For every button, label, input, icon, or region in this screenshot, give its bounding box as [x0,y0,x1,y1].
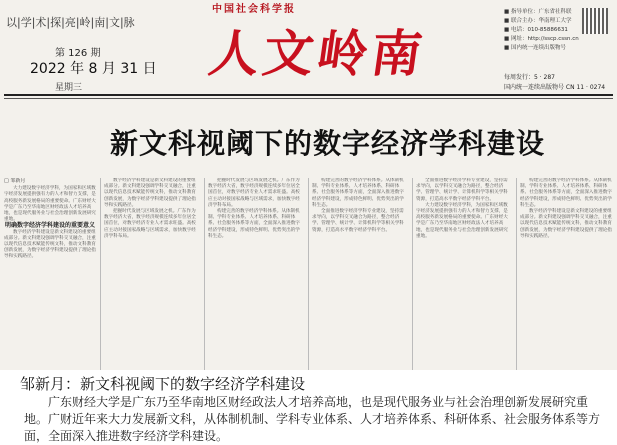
article-column [312,178,408,370]
column-text: 大力建设数字经济学科，为国家和区域数字经济发展提供强有力的人才和智力支撑，是高校服务新发展格局的重要使命。广东财经大学是广东乃至华南地区财经政法人才培养高地，也是现代服务业与社会治理创新发展研究重地。 [416,202,508,239]
column-text: 把握时代发展与区域发展之机。广东作为数字经济大省，数字经济规模连续多年位居全国首位，对数字经济专业人才需求旺盛。高校应主动对接国家战略与区域需求，加快数字经济学科布局。 [208,178,300,208]
column-text: 数字经济学科建设是新文科建设的重要组成部分。新文科建设强调学科交叉融合，注重以现代信息技术赋能传统文科，推动文科教育创新发展，为数字经济学科建设提供了理论指导和实践路径。 [4,229,96,260]
issue-date: 2022 年 8 月 31 日 [30,61,157,77]
article-column [4,178,96,370]
issue-weekday: 星期三 [55,83,83,93]
info-line: ■ 国内统一连续出版物号 [504,45,566,51]
article-columns [4,178,613,370]
headline-area [4,100,613,176]
column-text: 数字经济学科建设是新文科建设的重要组成部分。新文科建设强调学科交叉融合，注重以现代信息技术赋能传统文科，推动文科教育创新发展，为数字经济学科建设提供了理论指导和实践路径。 [104,178,196,208]
section-subhead: 明确数字经济学科建设的重要意义 [4,222,95,230]
newspaper-banner: 中国社会科学报 [212,4,296,15]
masthead-title: 人文岭南 [205,24,430,83]
info-line: ■ 电话：010-85886631 [504,27,568,33]
article-column [104,178,200,370]
article-column [208,178,304,370]
column-divider [412,178,413,370]
column-divider [100,178,101,370]
info-line: ■ 联合主办：华南理工大学 [504,18,572,24]
caption-body: 广东财经大学是广东乃至华南地区财经政法人才培养高地，也是现代服务业与社会治理创新发展研究重地。广财近年来大力发展新文科，从体制机制、学科专业体系、人才培养体系、科研体系、社会服务体系等方面，全面深入推进数字经济学科建设。 [24,395,601,443]
qr-code-icon [582,8,608,34]
column-text: 全面推进数字经济学科专业建设，坚持需求导向，以学科交叉融合为路径，整合经济学、管理学、统计学、计算机科学等相关学科资源，打造高水平数字经济学科平台。 [416,178,508,202]
divider [4,94,613,96]
column-divider [516,178,517,370]
caption-title: 邹新月：新文科视阈下的数字经济学科建设 [20,375,306,393]
column-text: 构建完善的数字经济学科体系。从体制机制、学科专业体系、人才培养体系、科研体系、社会服务体系等方面，全面深入推进数字经济学科建设，形成特色鲜明、优势突出的学科生态。 [208,209,300,239]
cn-serial-code: 国内统一连续出版物号 CN 11 · 0274 [504,84,606,91]
column-text: 构建完善的数字经济学科体系。从体制机制、学科专业体系、人才培养体系、科研体系、社会服务体系等方面，全面深入推进数字经济学科建设，形成特色鲜明、优势突出的学科生态。 [312,178,404,208]
article-column [416,178,512,370]
info-line: ■ 指导单位：广东省社科联 [504,9,572,15]
divider [4,98,613,99]
column-divider [308,178,309,370]
column-text: 构建完善的数字经济学科体系。从体制机制、学科专业体系、人才培养体系、科研体系、社会服务体系等方面，全面深入推进数字经济学科建设，形成特色鲜明、优势突出的学科生态。 [520,178,612,208]
article-headline: 新文科视阈下的数字经济学科建设 [110,127,546,160]
distribution-code: 每周发行：5 · 287 [504,74,555,81]
article-column [520,178,613,370]
issue-number: 第 126 期 [55,48,101,59]
column-text: 数字经济学科建设是新文科建设的重要组成部分。新文科建设强调学科交叉融合，注重以现代信息技术赋能传统文科，推动文科教育创新发展，为数字经济学科建设提供了理论指导和实践路径。 [520,209,612,239]
column-text: 把握时代发展与区域发展之机。广东作为数字经济大省，数字经济规模连续多年位居全国首位，对数字经济专业人才需求旺盛。高校应主动对接国家战略与区域需求，加快数字经济学科布局。 [104,209,196,239]
author-tag: □ 邹新月 [4,178,26,184]
column-text: 大力建设数字经济学科，为国家和区域数字经济发展提供强有力的人才和智力支撑，是高校服务新发展格局的重要使命。广东财经大学是广东乃至华南地区财经政法人才培养高地，也是现代服务业与社会治理创新发展研究重地。 [4,186,96,223]
column-text: 全面推进数字经济学科专业建设，坚持需求导向，以学科交叉融合为路径，整合经济学、管理学、统计学、计算机科学等相关学科资源，打造高水平数字经济学科平台。 [312,209,404,233]
series-slogan: 以|学|术|探|亮|岭|南|文|脉 [6,16,135,29]
column-divider [204,178,205,370]
info-line: ■ 网址：http://sscp.cssn.cn [504,36,579,42]
